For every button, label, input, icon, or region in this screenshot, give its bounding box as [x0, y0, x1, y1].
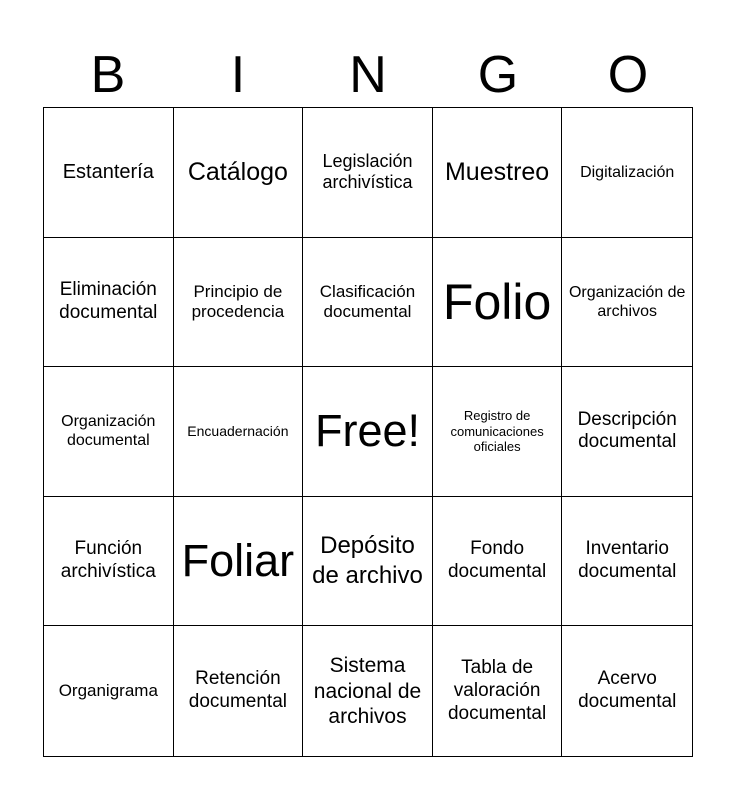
bingo-header — [43, 44, 693, 106]
bingo-cell[interactable]: Catálogo — [174, 108, 304, 238]
bingo-cell[interactable]: Digitalización — [562, 108, 692, 238]
header-letter-i: I — [230, 46, 246, 104]
header-letter-o: O — [607, 46, 649, 104]
bingo-cell[interactable]: Foliar — [174, 497, 304, 627]
bingo-cell[interactable]: Eliminación documental — [44, 238, 174, 368]
bingo-cell[interactable]: Acervo documental — [578, 668, 677, 713]
bingo-cell[interactable]: Estantería — [44, 108, 174, 238]
header-letter-n: N — [349, 46, 387, 104]
bingo-cell[interactable]: Registro de comunicaciones oficiales — [433, 367, 563, 497]
bingo-cell[interactable]: Descripción documental — [562, 367, 692, 497]
free-space-cell[interactable]: Free! — [303, 367, 433, 497]
bingo-cell[interactable]: Depósito de archivo — [303, 497, 433, 627]
bingo-cell[interactable]: Retención documental — [174, 626, 304, 756]
bingo-cell[interactable]: Tabla de valoración documental — [433, 626, 563, 756]
header-letter-b: B — [90, 46, 126, 104]
bingo-cell[interactable]: Folio — [433, 238, 563, 368]
bingo-cell[interactable]: Sistema nacional de archivos — [303, 626, 433, 756]
header-letter-g: G — [477, 46, 519, 104]
bingo-cell[interactable]: Organización de archivos — [562, 238, 692, 368]
bingo-cell[interactable]: Encuadernación — [174, 367, 304, 497]
bingo-cell[interactable]: Inventario documental — [562, 497, 692, 627]
bingo-cell[interactable]: Función archivística — [44, 497, 174, 627]
bingo-cell[interactable]: Clasificación documental — [303, 238, 433, 368]
bingo-cell[interactable]: Organigrama — [44, 626, 174, 756]
bingo-card — [43, 107, 693, 757]
bingo-cell[interactable]: Principio de procedencia — [174, 238, 304, 368]
bingo-cell[interactable]: Fondo documental — [433, 497, 563, 627]
bingo-cell[interactable]: Legislación archivística — [303, 108, 433, 238]
bingo-cell[interactable]: Muestreo — [433, 108, 563, 238]
bingo-cell[interactable]: Organización documental — [44, 367, 174, 497]
